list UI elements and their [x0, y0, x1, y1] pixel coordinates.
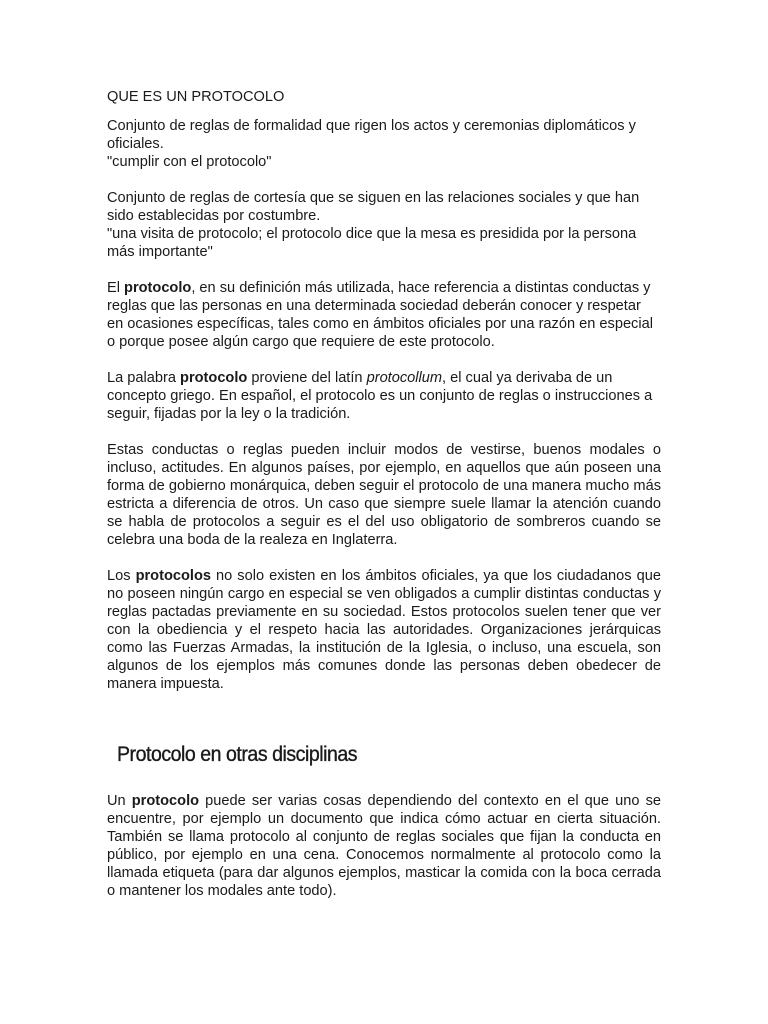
paragraph-2-mid: proviene del latín	[247, 370, 367, 386]
paragraph-2-term: protocolo	[180, 370, 248, 386]
paragraph-1	[107, 279, 661, 351]
definition-1-example: "cumplir con el protocolo"	[107, 154, 272, 170]
paragraph-2	[107, 369, 661, 423]
paragraph-4	[107, 567, 661, 693]
document-body	[107, 88, 661, 693]
paragraph-5-term: protocolo	[131, 793, 200, 809]
section-heading: Protocolo en otras disciplinas	[117, 743, 358, 766]
paragraph-1-term: protocolo	[124, 280, 192, 296]
paragraph-4-lead: Los	[107, 568, 136, 584]
paragraph-5	[107, 792, 661, 900]
paragraph-4-rest: no solo existen en los ámbitos oficiales, ya que los ciudadanos que no poseen ningún cargo en especial se ven obligados a cumplir distintas conductas y reglas pactadas previamente en su sociedad. Estos protocolos suelen tener que ver con la obediencia y el respeto hacia las autoridades. Organizaciones jerárquicas como las Fuerzas Armadas, la institución de la Iglesia, o incluso, una escuela, son algunos de los ejemplos más comunes donde las personas deben obedecer de manera impuesta.	[107, 568, 661, 692]
definition-1	[107, 117, 661, 171]
definition-2	[107, 189, 661, 261]
definition-1-text: Conjunto de reglas de formalidad que rigen los actos y ceremonias diplomáticos y oficiales.	[107, 118, 636, 152]
paragraph-1-lead: El	[107, 280, 125, 296]
paragraph-4-term: protocolos	[135, 568, 211, 584]
definition-2-text: Conjunto de reglas de cortesía que se siguen en las relaciones sociales y que han sido establecidas por costumbre.	[107, 190, 640, 224]
section-body	[107, 792, 661, 900]
paragraph-5-lead: Un	[107, 793, 132, 809]
paragraph-2-rest: , el cual ya derivaba de un concepto griego. En español, el protocolo es un conjunto de reglas o instrucciones a seguir, fijadas por la ley o la tradición.	[107, 370, 653, 422]
paragraph-2-lead: La palabra	[107, 370, 181, 386]
paragraph-3: Estas conductas o reglas pueden incluir modos de vestirse, buenos modales o incluso, actitudes. En algunos países, por ejemplo, en aquellos que aún poseen una forma de gobierno monárquica, deben seguir el protocolo de una manera mucho más estricta a diferencia de otros. Un caso que siempre suele llamar la atención cuando se habla de protocolos a seguir es el del uso obligatorio de sombreros cuando se celebra una boda de la realeza en Inglaterra.	[107, 442, 661, 548]
document-title: QUE ES UN PROTOCOLO	[107, 89, 285, 105]
paragraph-2-latin-term: protocollum	[366, 370, 443, 386]
paragraph-1-rest: , en su definición más utilizada, hace referencia a distintas conductas y reglas que las personas en una determinada sociedad deberán conocer y respetar en ocasiones específicas, tales como en ámbitos oficiales por una razón en especial o porque posee algún cargo que requiere de este protocolo.	[107, 280, 653, 350]
definition-2-example: "una visita de protocolo; el protocolo dice que la mesa es presidida por la persona más importante"	[107, 226, 637, 260]
paragraph-5-rest: puede ser varias cosas dependiendo del contexto en el que uno se encuentre, por ejemplo un documento que indica cómo actuar en cierta situación. También se llama protocolo al conjunto de reglas sociales que fijan la conducta en público, por ejemplo en una cena. Conocemos normalmente al protocolo como la llamada etiqueta (para dar algunos ejemplos, masticar la comida con la boca cerrada o mantener los modales ante todo).	[107, 793, 661, 899]
